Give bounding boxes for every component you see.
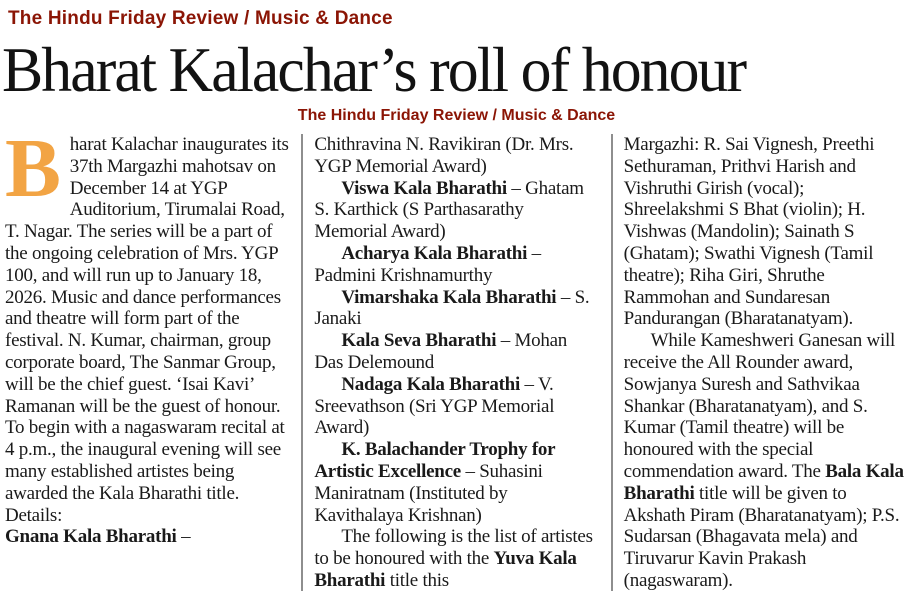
section-subkicker: The Hindu Friday Review / Music & Dance bbox=[297, 107, 616, 124]
body-text: – Suhasini Maniratnam (Instituted by Kavithalaya Krishnan) bbox=[314, 460, 543, 526]
paragraph bbox=[624, 330, 909, 591]
award-title-text: Nadaga Kala Bharathi bbox=[341, 373, 521, 395]
article-column-3 bbox=[611, 134, 909, 591]
paragraph bbox=[314, 330, 599, 374]
award-title-text: K. Balachander Trophy for Artistic Excellence bbox=[314, 439, 556, 482]
body-text: – Ghatam S. Karthick (S Parthasarathy Memorial Award) bbox=[314, 177, 584, 243]
paragraph bbox=[5, 526, 290, 548]
drop-cap: B bbox=[5, 134, 61, 215]
paragraph bbox=[624, 134, 909, 330]
paragraph bbox=[5, 134, 290, 526]
paragraph bbox=[314, 526, 599, 591]
award-title-text: Yuva Kala Bharathi bbox=[314, 548, 577, 591]
body-text: – V. Sreevathson (Sri YGP Memorial Award) bbox=[314, 373, 555, 439]
body-text: title this bbox=[385, 569, 449, 591]
body-text: harat Kalachar inaugurates its 37th Margazhi mahotsav on December 14 at YGP Auditorium, Tirumalai Road, T. Nagar. The series will be a part of the ongoing celebration of Mrs. YGP 100, and will run up to January 18, 2026. Music and dance performances and theatre will form part of the festival. N. Kumar, chairman, group corporate board, The Sanmar Group, will be the chief guest. ‘Isai Kavi’ Ramanan will be the guest of honour. To begin with a nagaswaram recital at 4 p.m., the inaugural evening will see many established artistes being awarded the Kala Bharathi title. Details: bbox=[5, 134, 289, 526]
paragraph bbox=[314, 374, 599, 439]
body-text: Margazhi: R. Sai Vignesh, Preethi Sethuraman, Prithvi Harish and Vishruthi Girish (vocal); Shreelakshmi S Bhat (violin); H. Vishwas (Mandolin); Sainath S (Ghatam); Swathi Vignesh (Tamil theatre); Riha Giri, Shruthe Rammohan and Sundaresan Pandurangan (Bharatanatyam). bbox=[623, 134, 875, 330]
paragraph bbox=[314, 134, 599, 178]
body-text: – Mohan Das Delemound bbox=[314, 330, 568, 373]
section-kicker: The Hindu Friday Review / Music & Dance bbox=[8, 8, 393, 29]
award-title-text: Vimarshaka Kala Bharathi bbox=[341, 286, 557, 308]
body-text: Chithravina N. Ravikiran (Dr. Mrs. YGP Memorial Award) bbox=[314, 134, 574, 177]
body-text: While Kameshweri Ganesan will receive the All Rounder award, Sowjanya Suresh and Sathvikaa Shankar (Bharatanatyam), and S. Kumar (Tamil theatre) will be honoured with the special commendation award. The bbox=[623, 330, 896, 482]
body-text: title will be given to Akshath Piram (Bharatanatyam); P.S. Sudarsan (Bhagavata mela) and Tiruvarur Kavin Prakash (nagaswaram). bbox=[623, 482, 900, 591]
award-title-text: Kala Seva Bharathi bbox=[341, 330, 497, 352]
body-text: – S. Janaki bbox=[314, 286, 590, 330]
award-title-text: Acharya Kala Bharathi bbox=[341, 242, 528, 264]
award-title-text: Bala Kala Bharathi bbox=[623, 460, 904, 504]
body-text: The following is the list of artistes to be honoured with the bbox=[314, 526, 593, 570]
article-headline: Bharat Kalachar’s roll of honour bbox=[2, 34, 746, 105]
paragraph bbox=[314, 243, 599, 287]
body-text: – Padmini Krishnamurthy bbox=[314, 242, 541, 286]
award-title-text: Gnana Kala Bharathi bbox=[5, 526, 177, 548]
paragraph bbox=[314, 287, 599, 331]
body-text: – bbox=[176, 526, 191, 548]
article-body bbox=[5, 134, 909, 591]
paragraph bbox=[314, 439, 599, 526]
paragraph bbox=[314, 178, 599, 243]
article-column-1 bbox=[5, 134, 290, 591]
article-column-2 bbox=[301, 134, 599, 591]
award-title-text: Viswa Kala Bharathi bbox=[341, 177, 507, 199]
